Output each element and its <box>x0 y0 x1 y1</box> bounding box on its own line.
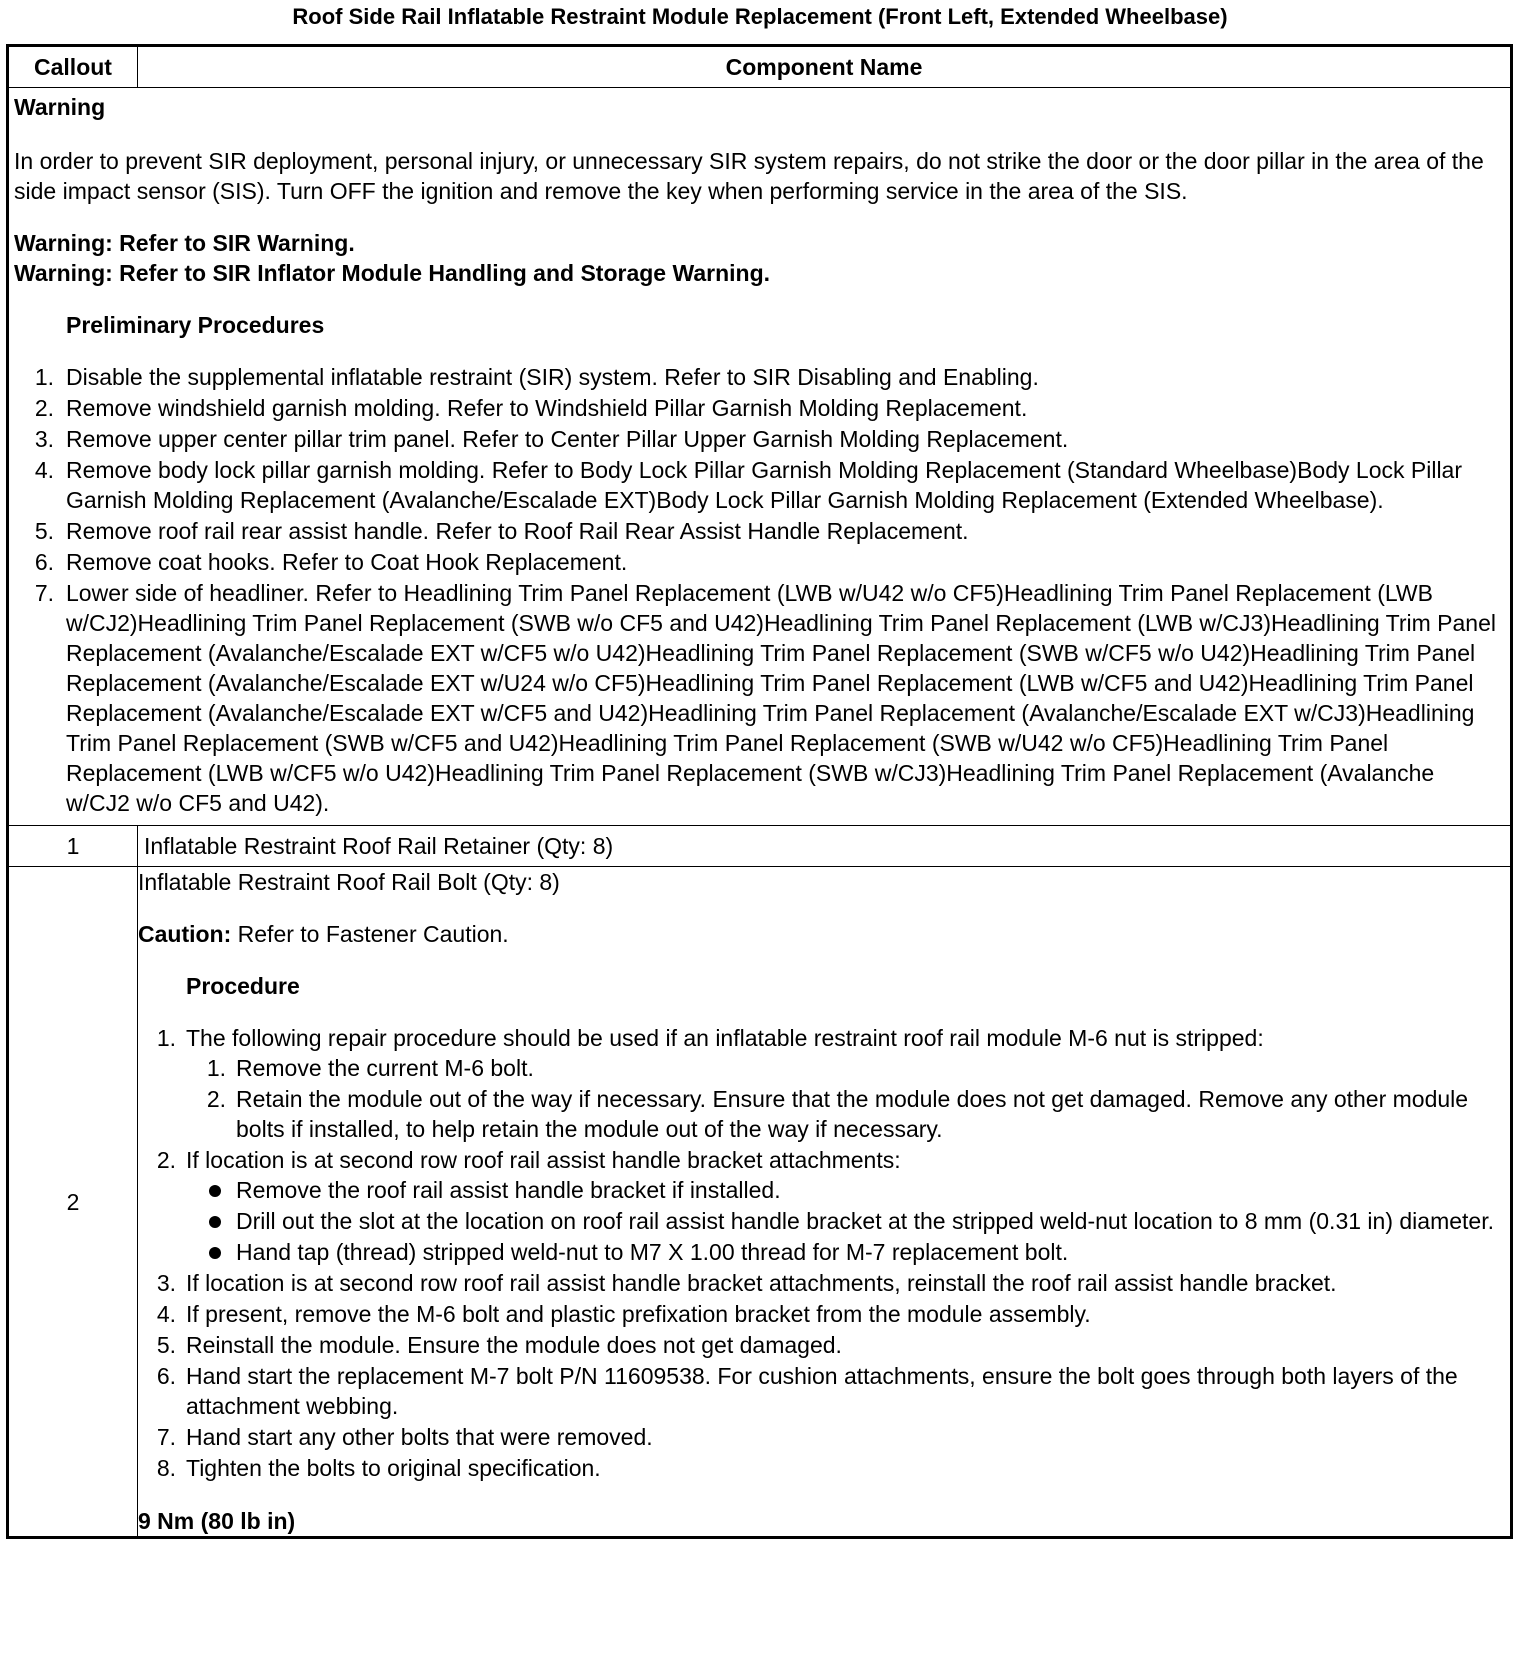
spacer <box>14 122 1504 146</box>
list-item <box>138 1023 1510 1144</box>
callout-header: Callout <box>8 46 138 88</box>
list-item <box>186 1206 1510 1236</box>
spacer <box>138 897 1510 919</box>
header-row <box>8 46 1512 88</box>
list-item <box>186 1053 1510 1083</box>
component-cell <box>138 867 1512 1538</box>
procedure-title: Procedure <box>186 973 300 999</box>
list-item <box>14 424 1504 454</box>
step-text: Remove windshield garnish molding. Refer to Windshield Pillar Garnish Molding Replacement. <box>66 395 1028 421</box>
warning-row <box>8 88 1512 826</box>
step-text: If location is at second row roof rail assist handle bracket attachments, reinstall the roof rail assist handle bracket. <box>186 1270 1337 1296</box>
list-item <box>14 393 1504 423</box>
step-number: 1. <box>206 1055 226 1081</box>
table-row <box>8 826 1512 867</box>
step-text: Hand tap (thread) stripped weld-nut to M7 X 1.00 thread for M-7 replacement bolt. <box>236 1239 1069 1265</box>
step-text: Remove body lock pillar garnish molding. Refer to Body Lock Pillar Garnish Molding Replacement (Standard Wheelbase)Body Lock Pillar Garnish Molding Replacement (Avalanche/Escalade EXT)Body Lock Pillar Garnish Molding Replacement (Extended Wheelbase). <box>66 457 1463 513</box>
list-item <box>186 1084 1510 1144</box>
spacer <box>14 340 1504 362</box>
step-number: 3. <box>34 426 54 452</box>
component-name: Inflatable Restraint Roof Rail Bolt (Qty: 8) <box>138 869 560 895</box>
list-item <box>138 1330 1510 1360</box>
document-title: Roof Side Rail Inflatable Restraint Module Replacement (Front Left, Extended Wheelbase) <box>292 4 1228 29</box>
spacer <box>14 206 1504 228</box>
step-number: 3. <box>156 1270 176 1296</box>
step-text: Lower side of headliner. Refer to Headlining Trim Panel Replacement (LWB w/U42 w/o CF5)Headlining Trim Panel Replacement (LWB w/CJ2)Headlining Trim Panel Replacement (SWB w/o CF5 and U42)Headlining Trim Panel Replacement (LWB w/CJ3)Headlining Trim Panel Replacement (Avalanche/Escalade EXT w/CF5 w/o U42)Headlining Trim Panel Replacement (SWB w/CF5 w/o U42)Headlining Trim Panel Replacement (Avalanche/Escalade EXT w/U24 w/o CF5)Headlining Trim Panel Replacement (LWB w/CF5 and U42)Headlining Trim Panel Replacement (Avalanche/Escalade EXT w/CF5 and U42)Headlining Trim Panel Replacement (Avalanche/Escalade EXT w/CJ3)Headlining Trim Panel Replacement (SWB w/CF5 and U42)Headlining Trim Panel Replacement (SWB w/U42 w/o CF5)Headlining Trim Panel Replacement (LWB w/CF5 w/o U42)Headlining Trim Panel Replacement (SWB w/CJ3)Headlining Trim Panel Replacement (Avalanche w/CJ2 w/o CF5 and U42). <box>66 580 1496 816</box>
list-item <box>186 1175 1510 1205</box>
list-item <box>14 516 1504 546</box>
list-item <box>186 1237 1510 1267</box>
step-text: Retain the module out of the way if necessary. Ensure that the module does not get damaged. Remove any other module bolts if installed, to help retain the module out of the way if necessary. <box>236 1086 1469 1142</box>
bullet-icon <box>209 1216 221 1228</box>
step-text: Disable the supplemental inflatable restraint (SIR) system. Refer to SIR Disabling and Enabling. <box>66 364 1039 390</box>
warning-heading: Warning <box>14 94 106 120</box>
warning-cell <box>8 88 1512 826</box>
step-text: Remove the roof rail assist handle bracket if installed. <box>236 1177 781 1203</box>
sir-warning: Warning: Refer to SIR Warning. <box>14 230 355 256</box>
list-item <box>14 455 1504 515</box>
list-item <box>138 1268 1510 1298</box>
preliminary-title: Preliminary Procedures <box>66 312 325 338</box>
component-name: Inflatable Restraint Roof Rail Retainer (Qty: 8) <box>138 826 1512 867</box>
step-text: If present, remove the M-6 bolt and plastic prefixation bracket from the module assembly. <box>186 1301 1091 1327</box>
step-text: Remove the current M-6 bolt. <box>236 1055 534 1081</box>
step-number: 5. <box>34 518 54 544</box>
inflator-warning: Warning: Refer to SIR Inflator Module Handling and Storage Warning. <box>14 260 771 286</box>
step-number: 6. <box>156 1363 176 1389</box>
bullet-list <box>186 1175 1510 1267</box>
torque-spec: 9 Nm (80 lb in) <box>138 1508 296 1534</box>
list-item <box>138 1299 1510 1329</box>
step-number: 5. <box>156 1332 176 1358</box>
list-item <box>14 362 1504 392</box>
list-item <box>14 578 1504 818</box>
list-item <box>14 547 1504 577</box>
step-text: Reinstall the module. Ensure the module does not get damaged. <box>186 1332 842 1358</box>
step-number: 1. <box>156 1025 176 1051</box>
procedure-steps <box>138 1023 1510 1483</box>
procedure-table <box>6 44 1513 1539</box>
spacer <box>138 1484 1510 1506</box>
list-item <box>138 1145 1510 1267</box>
component-header: Component Name <box>138 46 1512 88</box>
callout-cell: 2 <box>8 867 138 1538</box>
caution-label: Caution: <box>138 921 232 947</box>
step-text: If location is at second row roof rail assist handle bracket attachments: <box>186 1147 901 1173</box>
spacer <box>138 1001 1510 1023</box>
spacer <box>14 288 1504 310</box>
step-number: 7. <box>34 580 54 606</box>
step-number: 2. <box>34 395 54 421</box>
step-text: Hand start the replacement M-7 bolt P/N 11609538. For cushion attachments, ensure the bolt goes through both layers of the attachment webbing. <box>186 1363 1458 1419</box>
step-number: 4. <box>156 1301 176 1327</box>
step-text: The following repair procedure should be used if an inflatable restraint roof rail module M-6 nut is stripped: <box>186 1025 1264 1051</box>
warning-text: In order to prevent SIR deployment, personal injury, or unnecessary SIR system repairs, do not strike the door or the door pillar in the area of the side impact sensor (SIS). Turn OFF the ignition and remove the key when performing service in the area of the SIS. <box>14 148 1484 204</box>
list-item <box>138 1422 1510 1452</box>
step-text: Drill out the slot at the location on roof rail assist handle bracket at the stripped weld-nut location to 8 mm (0.31 in) diameter. <box>236 1208 1494 1234</box>
preliminary-steps <box>14 362 1504 818</box>
sub-steps <box>186 1053 1510 1144</box>
step-number: 2. <box>206 1086 226 1112</box>
step-text: Remove roof rail rear assist handle. Refer to Roof Rail Rear Assist Handle Replacement. <box>66 518 969 544</box>
bullet-icon <box>209 1247 221 1259</box>
step-number: 4. <box>34 457 54 483</box>
step-number: 1. <box>34 364 54 390</box>
step-text: Tighten the bolts to original specification. <box>186 1455 601 1481</box>
step-number: 2. <box>156 1147 176 1173</box>
step-number: 7. <box>156 1424 176 1450</box>
step-number: 6. <box>34 549 54 575</box>
caution-note <box>138 919 1510 949</box>
step-text: Remove coat hooks. Refer to Coat Hook Replacement. <box>66 549 628 575</box>
list-item <box>138 1453 1510 1483</box>
bullet-icon <box>209 1185 221 1197</box>
callout-cell: 1 <box>8 826 138 867</box>
step-text: Hand start any other bolts that were removed. <box>186 1424 653 1450</box>
step-number: 8. <box>156 1455 176 1481</box>
list-item <box>138 1361 1510 1421</box>
step-text: Remove upper center pillar trim panel. Refer to Center Pillar Upper Garnish Molding Replacement. <box>66 426 1069 452</box>
caution-text: Refer to Fastener Caution. <box>231 921 509 947</box>
table-row <box>8 867 1512 1538</box>
spacer <box>138 949 1510 971</box>
